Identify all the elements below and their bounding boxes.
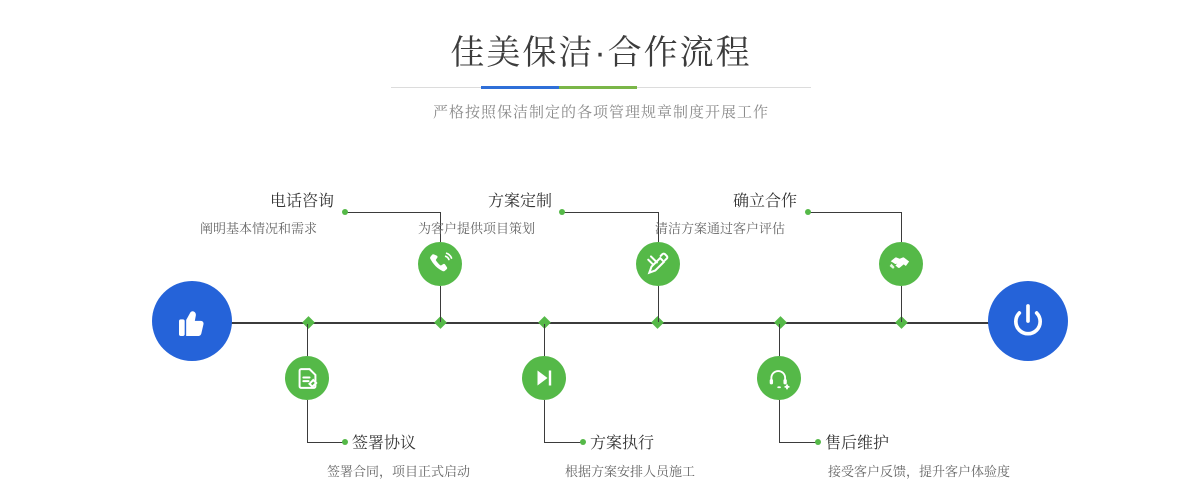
step-title-establish-coop: 确立合作	[733, 193, 798, 210]
headset-support-icon	[767, 366, 792, 391]
connector-dot	[559, 209, 565, 215]
connector-dot	[342, 439, 348, 445]
play-next-icon	[532, 366, 556, 390]
connector-line	[345, 212, 440, 213]
connector-line	[307, 324, 308, 356]
step-icon-sign-agreement	[285, 356, 329, 400]
flow-end-node	[988, 281, 1068, 361]
axis-marker	[302, 316, 315, 329]
connector-dot	[342, 209, 348, 215]
step-desc-phone-consult: 阐明基本情况和需求	[200, 221, 318, 236]
step-title-plan-custom: 方案定制	[488, 193, 553, 210]
connector-dot	[815, 439, 821, 445]
power-icon	[1008, 301, 1048, 341]
page-header	[0, 30, 1202, 122]
connector-dot	[580, 439, 586, 445]
connector-line	[440, 286, 441, 322]
connector-line	[779, 442, 817, 443]
connector-line	[307, 400, 308, 442]
step-icon-establish-coop	[879, 242, 923, 286]
divider-accent-blue	[481, 86, 559, 89]
timeline-axis	[155, 322, 1055, 324]
step-icon-plan-custom	[636, 242, 680, 286]
connector-line	[562, 212, 658, 213]
connector-line	[808, 212, 901, 213]
step-title-sign-agreement: 签署协议	[352, 435, 417, 452]
connector-line	[901, 212, 902, 242]
page-title: 佳美保洁·合作流程	[450, 34, 752, 72]
thumbs-up-icon	[172, 301, 212, 341]
connector-line	[779, 324, 780, 356]
step-title-after-sales: 售后维护	[825, 435, 890, 452]
step-desc-plan-execute: 根据方案安排人员施工	[565, 464, 696, 479]
phone-ring-icon	[427, 251, 453, 277]
connector-dot	[805, 209, 811, 215]
step-title-plan-execute: 方案执行	[590, 435, 655, 452]
step-desc-plan-custom: 为客户提供项目策划	[418, 221, 536, 236]
step-icon-phone-consult	[418, 242, 462, 286]
connector-line	[779, 400, 780, 442]
step-desc-establish-coop: 清洁方案通过客户评估	[655, 221, 786, 236]
process-flow-diagram	[0, 150, 1202, 490]
connector-line	[544, 324, 545, 356]
document-edit-icon	[295, 366, 320, 391]
connector-line	[544, 400, 545, 442]
step-desc-sign-agreement: 签署合同，项目正式启动	[327, 464, 471, 479]
page-subtitle: 严格按照保洁制定的各项管理规章制度开展工作	[432, 104, 769, 121]
step-title-phone-consult: 电话咨询	[270, 193, 335, 210]
connector-line	[544, 442, 582, 443]
pen-ruler-icon	[645, 251, 671, 277]
title-divider	[391, 86, 811, 89]
connector-line	[307, 442, 345, 443]
step-desc-after-sales: 接受客户反馈，提升客户体验度	[828, 464, 1011, 479]
flow-start-node	[152, 281, 232, 361]
divider-accent-green	[559, 86, 637, 89]
connector-line	[901, 286, 902, 322]
step-icon-after-sales	[757, 356, 801, 400]
axis-marker	[774, 316, 787, 329]
step-icon-plan-execute	[522, 356, 566, 400]
handshake-icon	[888, 251, 914, 277]
connector-line	[658, 286, 659, 322]
